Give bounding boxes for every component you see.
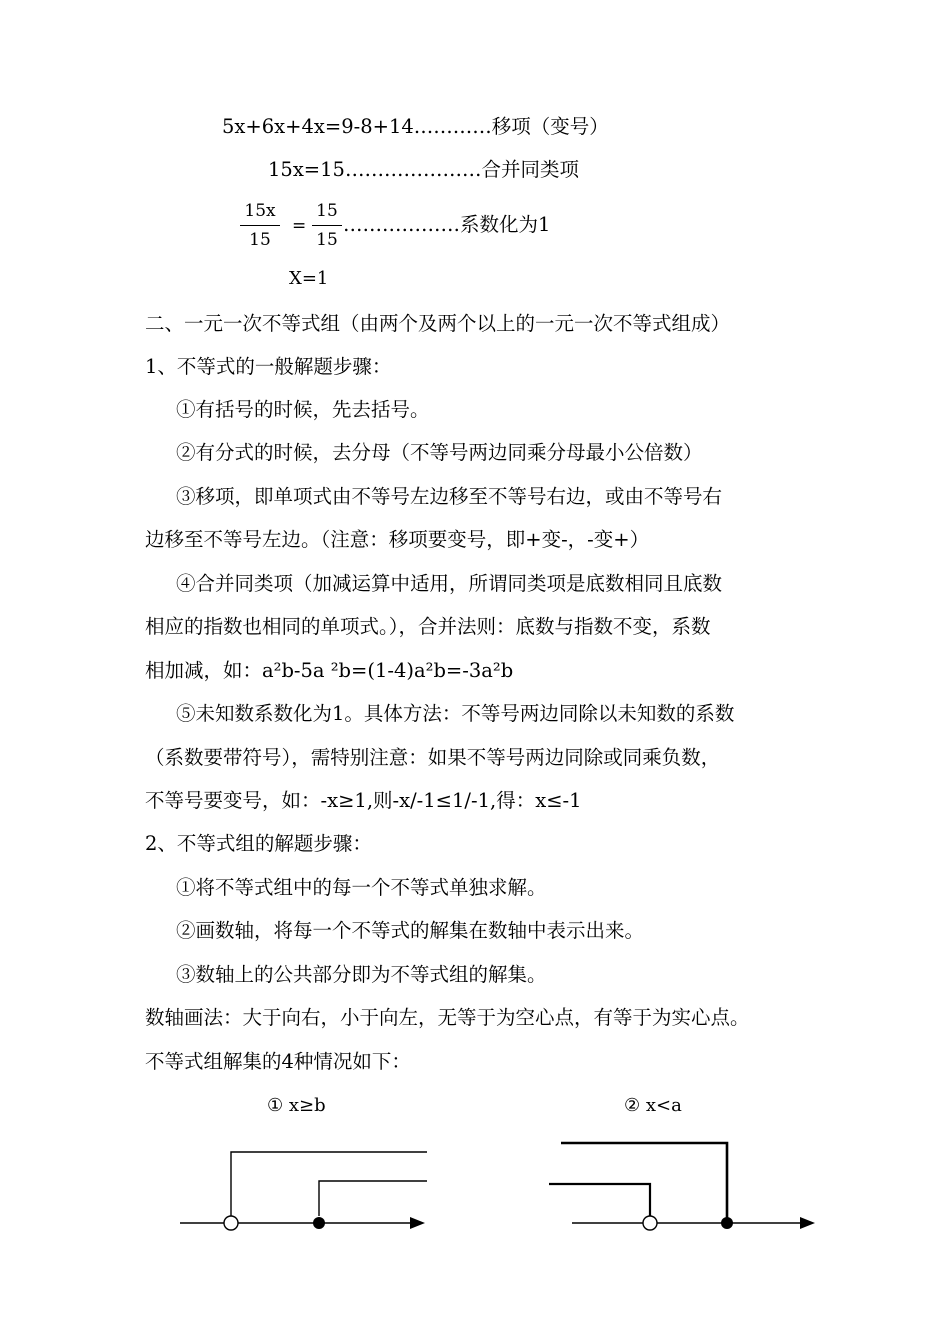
solution-bracket-upper [561,1143,727,1218]
section-heading: 二、一元一次不等式组（由两个及两个以上的一元一次不等式组成） [145,312,731,335]
step-item: ③移项，即单项式由不等号左边移至不等号右边，或由不等号右 [176,485,723,508]
step-item-continued: 边移至不等号左边。（注意：移项要变号，即+变-，-变+） [145,528,650,551]
step-item: ②有分式的时候，去分母（不等号两边同乘分母最小公倍数） [176,441,703,464]
arrow-right-icon [410,1217,425,1229]
solution-bracket-upper [231,1152,427,1216]
case2-number-line [549,1143,815,1230]
fraction-left-denominator: 15 [249,230,271,250]
step-item-continued: （系数要带符号），需特别注意：如果不等号两边同除或同乘负数， [145,746,721,769]
step-item: ①有括号的时候，先去括号。 [176,398,430,421]
arrow-right-icon [800,1217,815,1229]
cases-intro: 不等式组解集的4种情况如下： [145,1050,411,1073]
step-item-continued: 相应的指数也相同的单项式。），合并法则：底数与指数不变，系数 [145,615,711,638]
solid-point-icon [721,1217,733,1229]
fraction-right-denominator: 15 [316,230,338,250]
solid-point-icon [313,1217,325,1229]
step-item: ④合并同类项（加减运算中适用，所谓同类项是底数相同且底数 [176,572,723,595]
equation-step-transpose: 5x+6x+4x=9-8+14…………移项（变号） [222,115,609,138]
subheading-general-steps: 1、不等式的一般解题步骤： [145,355,392,378]
case1-label: ① x≥b [267,1095,326,1116]
hollow-point-icon [224,1216,238,1230]
case1-number-line [180,1152,427,1230]
step-item: ②画数轴，将每一个不等式的解集在数轴中表示出来。 [176,919,645,942]
solution-bracket-lower [319,1181,427,1216]
equation-step-combine: 15x=15…………………合并同类项 [268,158,579,181]
step-item: ③数轴上的公共部分即为不等式组的解集。 [176,963,547,986]
step-item-continued: 不等号要变号，如：-x≥1,则-x/-1≤1/-1,得：x≤-1 [145,789,582,812]
hollow-point-icon [643,1216,657,1230]
fraction-right-numerator: 15 [316,201,338,221]
equals-sign: = [292,216,307,236]
subheading-system-steps: 2、不等式组的解题步骤： [145,832,372,855]
case2-label: ② x<a [624,1095,682,1116]
solution-bracket-lower [549,1184,650,1216]
equation-step-coefficient: ………………系数化为1 [343,213,551,236]
fraction-left-numerator: 15x [244,201,276,221]
step-item: ⑤未知数系数化为1。具体方法：不等号两边同除以未知数的系数 [176,702,735,725]
step-item-continued: 相加减，如：a²b-5a ²b=(1-4)a²b=-3a²b [145,659,514,682]
number-line-rule: 数轴画法：大于向右，小于向左，无等于为空心点，有等于为实心点。 [145,1006,750,1029]
equation-result: X=1 [289,268,329,289]
step-item: ①将不等式组中的每一个不等式单独求解。 [176,876,547,899]
